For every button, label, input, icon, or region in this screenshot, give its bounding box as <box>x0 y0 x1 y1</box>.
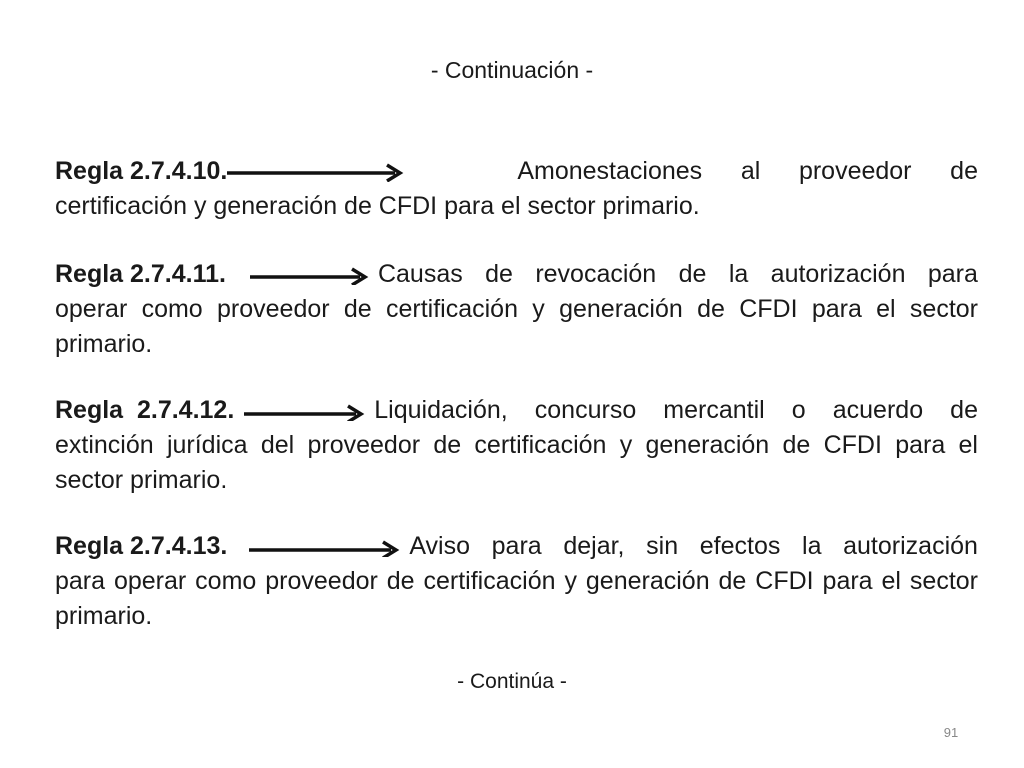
rule-title-word: autorización <box>770 260 906 288</box>
rule-item <box>55 529 978 634</box>
rule-first-line <box>55 393 978 428</box>
rule-title-word: dejar, <box>563 532 625 560</box>
rule-title-word: proveedor <box>798 157 912 185</box>
right-arrow-icon <box>250 265 378 285</box>
right-arrow-icon <box>227 162 407 182</box>
rule-first-line <box>55 257 978 292</box>
page-number: 91 <box>943 725 959 740</box>
rule-title-word: efectos <box>699 532 781 560</box>
rule-item <box>55 257 978 362</box>
rule-title-word: Liquidación, <box>374 396 508 424</box>
rule-title-word: mercantil <box>663 396 765 424</box>
rule-title-word: acuerdo <box>832 396 924 424</box>
rule-title-word: al <box>740 157 761 185</box>
rule-title-start <box>374 393 978 428</box>
rule-first-line <box>55 529 978 564</box>
rule-title-word: de <box>678 260 707 288</box>
continuation-heading: - Continuación - <box>430 57 594 83</box>
rule-title-word: revocación <box>535 260 657 288</box>
rule-title-word: de <box>950 396 978 424</box>
rule-title-word: para <box>927 260 978 288</box>
rule-title-word: Causas <box>377 260 463 288</box>
rule-number: Regla 2.7.4.12. <box>55 396 235 424</box>
rule-title-word: la <box>728 260 749 288</box>
right-arrow-icon <box>244 401 374 421</box>
rule-title-rest: extinción jurídica del proveedor de certificación y generación de CFDI para el sector primario. <box>55 431 978 494</box>
rule-title-word: autorización <box>843 532 978 560</box>
rule-title-start <box>517 154 978 189</box>
rule-title-word: o <box>791 396 806 424</box>
rule-title-word: de <box>950 157 978 185</box>
rule-title-start <box>409 529 978 564</box>
rule-title-rest: para operar como proveedor de certificación y generación de CFDI para el sector primario. <box>55 567 978 630</box>
rule-title-word: Aviso <box>409 532 471 560</box>
rule-number: Regla 2.7.4.13. <box>55 532 228 560</box>
rule-title-rest: operar como proveedor de certificación y generación de CFDI para el sector primario. <box>55 295 978 358</box>
rule-title-word: de <box>485 260 513 288</box>
rule-title-start <box>378 257 978 292</box>
rule-number: Regla 2.7.4.11. <box>55 260 226 288</box>
rule-title-word: para <box>491 532 542 560</box>
rule-title-word: la <box>802 532 822 560</box>
rule-title-word: concurso <box>534 396 637 424</box>
rule-first-line <box>55 154 978 189</box>
rule-title-word: Amonestaciones <box>517 157 703 185</box>
continues-footer: - Continúa - <box>457 670 567 693</box>
rule-item <box>55 154 978 224</box>
rule-number: Regla 2.7.4.10. <box>55 157 228 185</box>
rule-title-rest: certificación y generación de CFDI para el sector primario. <box>55 192 700 220</box>
rule-title-word: sin <box>646 532 679 560</box>
right-arrow-icon <box>249 537 409 557</box>
rule-item <box>55 393 978 498</box>
